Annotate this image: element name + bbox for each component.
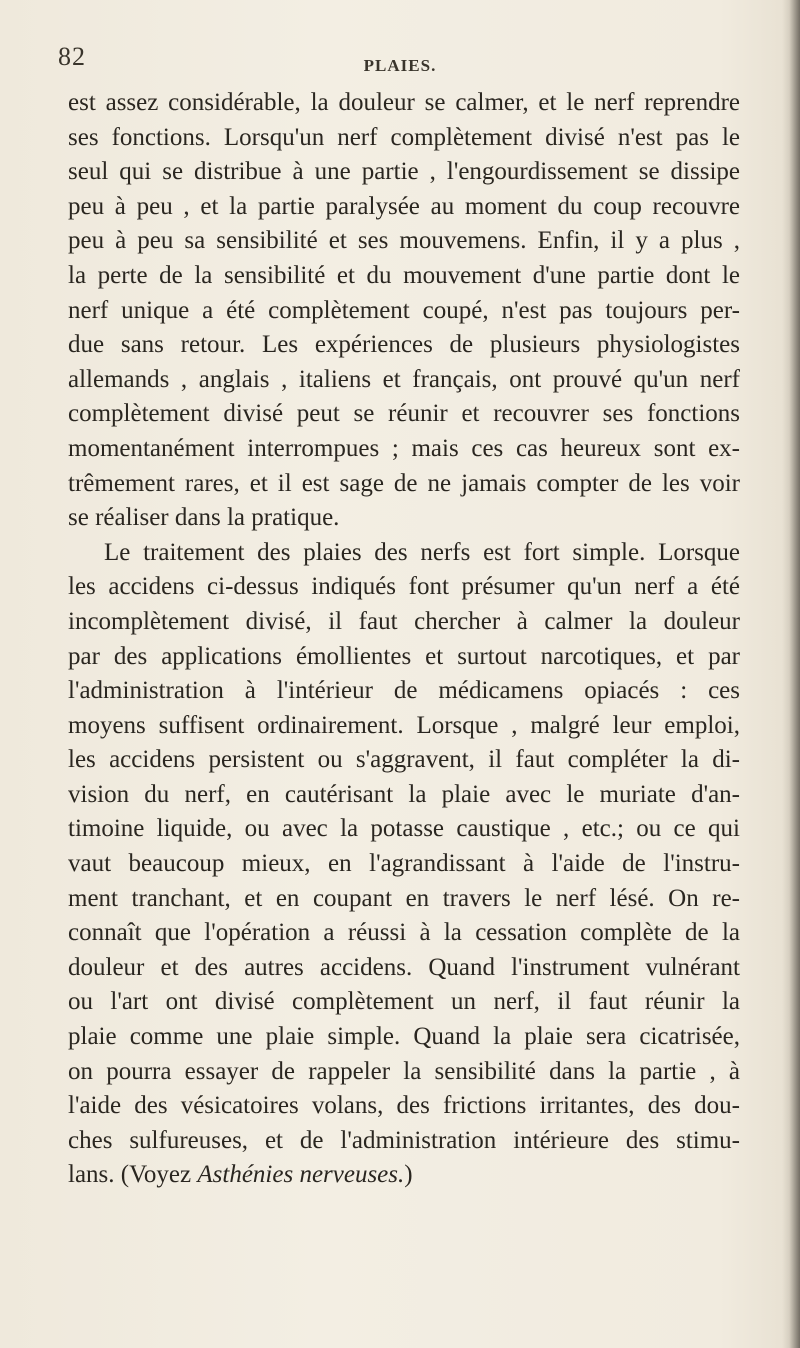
text-line: peu à peu , et la partie paralysée au moment du coup recouvre [68,192,740,220]
body-text [68,86,740,1193]
text-line: timoine liquide, ou avec la potasse caustique , etc.; ou ce qui [68,815,740,843]
text-line: les accidens ci-dessus indiqués font présumer qu'un nerf a été [68,573,740,601]
text-line: connaît que l'opération a réussi à la cessation complète de la [68,919,740,947]
text-line: ment tranchant, et en coupant en travers le nerf lésé. On re- [68,884,740,912]
text-line: est assez considérable, la douleur se calmer, et le nerf reprendre [68,89,740,116]
text-line: trêmement rares, et il est sage de ne jamais compter de les voir [68,469,740,497]
text-line: par des applications émollientes et surtout narcotiques, et par [68,642,740,670]
text-line: peu à peu sa sensibilité et ses mouvemens. Enfin, il y a plus , [68,227,740,255]
text-line: l'aide des vésicatoires volans, des frictions irritantes, des dou- [68,1092,740,1120]
page-edge-shadow [782,0,800,1348]
text-line: ches sulfureuses, et de l'administration intérieure des stimu- [68,1126,740,1154]
running-head: PLAIES. [363,56,437,75]
text-line: vision du nerf, en cautérisant la plaie avec le muriate d'an- [68,780,740,808]
text-line: seul qui se distribue à une partie , l'engourdissement se dissipe [68,158,740,186]
text-line: due sans retour. Les expériences de plusieurs physiologistes [68,331,740,359]
final-line-end: ) [404,1161,413,1189]
text-line: on pourra essayer de rappeler la sensibilité dans la partie , à [68,1057,740,1085]
text-line: les accidens persistent ou s'aggravent, il faut compléter la di- [68,746,740,774]
text-line: moyens suffisent ordinairement. Lorsque , malgré leur emploi, [68,711,740,739]
text-line: l'administration à l'intérieur de médicamens opiacés : ces [68,677,740,705]
text-line: nerf unique a été complètement coupé, n'est pas toujours per- [68,296,740,324]
text-line: allemands , anglais , italiens et français, ont prouvé qu'un nerf [68,365,740,393]
text-line: ou l'art ont divisé complètement un nerf, il faut réunir la [68,988,740,1016]
text-line: plaie comme une plaie simple. Quand la plaie sera cicatrisée, [68,1023,740,1051]
text-line: vaut beaucoup mieux, en l'agrandissant à l'aide de l'instru- [68,850,740,878]
text-line: se réaliser dans la pratique. [68,504,340,532]
text-line: la perte de la sensibilité et du mouvement d'une partie dont le [68,261,740,289]
text-line: momentanément interrompues ; mais ces cas heureux sont ex- [68,434,740,462]
page-number: 82 [58,42,86,71]
final-text-line [68,1158,740,1193]
final-line-start: lans. (Voyez [68,1161,198,1189]
text-line: complètement divisé peut se réunir et recouvrer ses fonctions [68,400,740,428]
text-line: ses fonctions. Lorsqu'un nerf complètement divisé n'est pas le [68,123,740,151]
text-line: douleur et des autres accidens. Quand l'instrument vulnérant [68,953,740,981]
paragraph-start-line: Le traitement des plaies des nerfs est fort simple. Lorsque [104,538,740,566]
text-line: incomplètement divisé, il faut chercher à calmer la douleur [68,607,740,635]
cross-reference: Asthénies nerveuses. [197,1161,405,1189]
